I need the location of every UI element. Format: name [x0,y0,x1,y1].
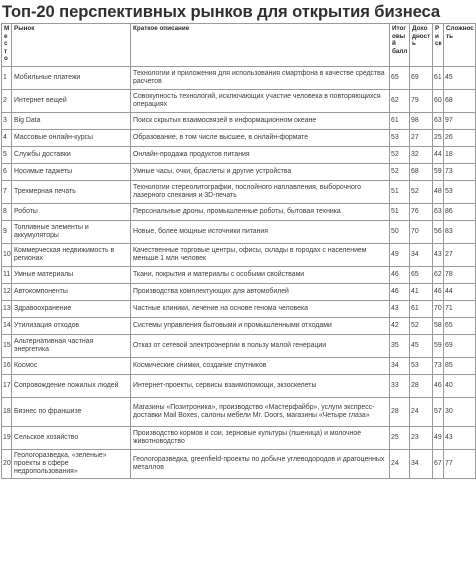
row-total: 53 [390,130,410,147]
row-difficulty: 73 [444,164,476,181]
row-description: Образование, в том числе высшее, в онлайн-формате [131,130,390,147]
row-market: Здравоохранение [12,301,131,318]
header-difficulty: Сложность [444,24,476,67]
row-market: Сопровождение пожилых людей [12,375,131,398]
row-difficulty: 68 [444,90,476,113]
row-difficulty: 97 [444,113,476,130]
row-market: Трехмерная печать [12,181,131,204]
table-row [2,67,476,90]
row-risk: 63 [433,113,444,130]
row-risk: 60 [433,90,444,113]
row-income: 24 [410,398,433,427]
row-risk: 73 [433,358,444,375]
row-place: 9 [2,221,12,244]
table-row [2,221,476,244]
row-total: 62 [390,90,410,113]
row-description: Интернет-проекты, сервисы взаимопомощи, экзоскелеты [131,375,390,398]
row-market: Носимые гаджеты [12,164,131,181]
row-place: 1 [2,67,12,90]
row-place: 12 [2,284,12,301]
row-market: Космос [12,358,131,375]
row-risk: 25 [433,130,444,147]
row-income: 27 [410,130,433,147]
row-income: 70 [410,221,433,244]
table-row [2,244,476,267]
row-income: 45 [410,335,433,358]
row-risk: 56 [433,221,444,244]
table-body [2,67,476,479]
row-risk: 62 [433,267,444,284]
row-description: Технологии и приложения для использования смартфона в качестве средства расчетов [131,67,390,90]
row-difficulty: 86 [444,204,476,221]
table-row [2,90,476,113]
row-place: 14 [2,318,12,335]
row-total: 43 [390,301,410,318]
row-total: 34 [390,358,410,375]
row-total: 42 [390,318,410,335]
row-market: Службы доставки [12,147,131,164]
row-place: 4 [2,130,12,147]
row-place: 6 [2,164,12,181]
row-difficulty: 69 [444,335,476,358]
row-difficulty: 44 [444,284,476,301]
row-income: 28 [410,375,433,398]
row-market: Коммерческая недвижимость в регионах [12,244,131,267]
row-difficulty: 40 [444,375,476,398]
row-risk: 63 [433,204,444,221]
markets-table [1,23,476,479]
row-description: Производство кормов и сои, зерновые культуры (пшеница) и молочное животноводство [131,427,390,450]
table-row [2,147,476,164]
table-row [2,427,476,450]
row-description: Системы управления бытовыми и промышленными отходами [131,318,390,335]
header-risk: Риск [433,24,444,67]
row-place: 2 [2,90,12,113]
row-difficulty: 26 [444,130,476,147]
row-description: Геологоразведка, greenfield-проекты по добыче углеводородов и драгоценных металлов [131,450,390,479]
row-difficulty: 85 [444,358,476,375]
row-market: Геологоразведка, «зеленые» проекты в сфере недропользования» [12,450,131,479]
table-header-row [2,24,476,67]
row-risk: 61 [433,67,444,90]
table-row [2,204,476,221]
row-difficulty: 65 [444,318,476,335]
row-description: Технологии стереолитографии, послойного наплавления, выборочного лазерного спекания и 3D-печать [131,181,390,204]
row-total: 24 [390,450,410,479]
table-row [2,335,476,358]
row-risk: 48 [433,181,444,204]
row-place: 8 [2,204,12,221]
row-total: 51 [390,204,410,221]
table-row [2,164,476,181]
row-difficulty: 53 [444,181,476,204]
row-income: 52 [410,318,433,335]
row-difficulty: 18 [444,147,476,164]
row-total: 65 [390,67,410,90]
row-risk: 57 [433,398,444,427]
row-place: 3 [2,113,12,130]
table-row [2,130,476,147]
row-total: 33 [390,375,410,398]
row-income: 52 [410,181,433,204]
row-income: 65 [410,267,433,284]
row-market: Массовые онлайн-курсы [12,130,131,147]
row-total: 25 [390,427,410,450]
row-description: Умные часы, очки, браслеты и другие устройства [131,164,390,181]
row-difficulty: 30 [444,398,476,427]
row-place: 7 [2,181,12,204]
row-description: Производства комплектующих для автомобилей [131,284,390,301]
row-place: 16 [2,358,12,375]
table-row [2,398,476,427]
row-risk: 43 [433,244,444,267]
row-place: 11 [2,267,12,284]
row-description: Персональные дроны, промышленные роботы, бытовая техника [131,204,390,221]
row-place: 19 [2,427,12,450]
row-place: 10 [2,244,12,267]
row-market: Умные материалы [12,267,131,284]
row-market: Сельское хозяйство [12,427,131,450]
row-total: 52 [390,147,410,164]
row-difficulty: 43 [444,427,476,450]
table-row [2,301,476,318]
row-description: Частные клиники, лечение на основе генома человека [131,301,390,318]
row-difficulty: 71 [444,301,476,318]
table-row [2,358,476,375]
row-description: Отказ от сетевой электроэнергии в пользу малой генерации [131,335,390,358]
table-row [2,284,476,301]
row-difficulty: 45 [444,67,476,90]
row-income: 61 [410,301,433,318]
row-description: Ткани, покрытия и материалы с особыми свойствами [131,267,390,284]
row-total: 46 [390,284,410,301]
row-income: 98 [410,113,433,130]
row-total: 49 [390,244,410,267]
row-market: Утилизация отходов [12,318,131,335]
row-difficulty: 27 [444,244,476,267]
row-description: Космические снимки, создание спутников [131,358,390,375]
row-income: 41 [410,284,433,301]
header-place: Место [2,24,12,67]
row-income: 68 [410,164,433,181]
table-row [2,181,476,204]
table-row [2,113,476,130]
page-title: Топ-20 перспективных рынков для открытия бизнеса [2,2,440,21]
row-description: Совокупность технологий, исключающих участие человека в повторяющихся операциях [131,90,390,113]
table-row [2,450,476,479]
row-place: 15 [2,335,12,358]
row-risk: 67 [433,450,444,479]
row-total: 46 [390,267,410,284]
table-row [2,267,476,284]
row-market: Альтернативная частная энергетика [12,335,131,358]
row-market: Автокомпоненты [12,284,131,301]
row-description: Качественные торговые центры, офисы, склады в городах с населением меньше 1 млн человек [131,244,390,267]
table-row [2,318,476,335]
row-risk: 46 [433,284,444,301]
row-risk: 59 [433,164,444,181]
row-risk: 58 [433,318,444,335]
row-total: 28 [390,398,410,427]
row-difficulty: 78 [444,267,476,284]
row-description: Онлайн-продажа продуктов питания [131,147,390,164]
row-place: 13 [2,301,12,318]
table-row [2,375,476,398]
row-total: 51 [390,181,410,204]
row-market: Роботы [12,204,131,221]
row-market: Интернет вещей [12,90,131,113]
row-risk: 44 [433,147,444,164]
row-risk: 46 [433,375,444,398]
header-market: Рынок [12,24,131,67]
row-difficulty: 77 [444,450,476,479]
row-income: 69 [410,67,433,90]
header-total: Итоговый балл [390,24,410,67]
header-income: Доходность [410,24,433,67]
row-description: Новые, более мощные источники питания [131,221,390,244]
row-total: 50 [390,221,410,244]
row-description: Поиск скрытых взаимосвязей в информационном океане [131,113,390,130]
row-place: 20 [2,450,12,479]
row-place: 5 [2,147,12,164]
row-income: 23 [410,427,433,450]
row-income: 53 [410,358,433,375]
row-income: 34 [410,244,433,267]
row-difficulty: 83 [444,221,476,244]
row-place: 18 [2,398,12,427]
row-total: 35 [390,335,410,358]
row-income: 79 [410,90,433,113]
row-market: Big Data [12,113,131,130]
row-risk: 70 [433,301,444,318]
row-market: Бизнес по франшизе [12,398,131,427]
row-income: 76 [410,204,433,221]
row-income: 34 [410,450,433,479]
row-risk: 49 [433,427,444,450]
row-total: 61 [390,113,410,130]
row-place: 17 [2,375,12,398]
row-market: Топливные элементы и аккумуляторы [12,221,131,244]
row-market: Мобильные платежи [12,67,131,90]
row-total: 52 [390,164,410,181]
row-risk: 59 [433,335,444,358]
header-description: Краткое описание [131,24,390,67]
row-description: Магазины «Позитроника», производство «Мастерфайбр», услуги экспресс-доставки Mail Boxes, салоны мебели Mr. Doors, магазины «Четыре глаза» [131,398,390,427]
row-income: 32 [410,147,433,164]
